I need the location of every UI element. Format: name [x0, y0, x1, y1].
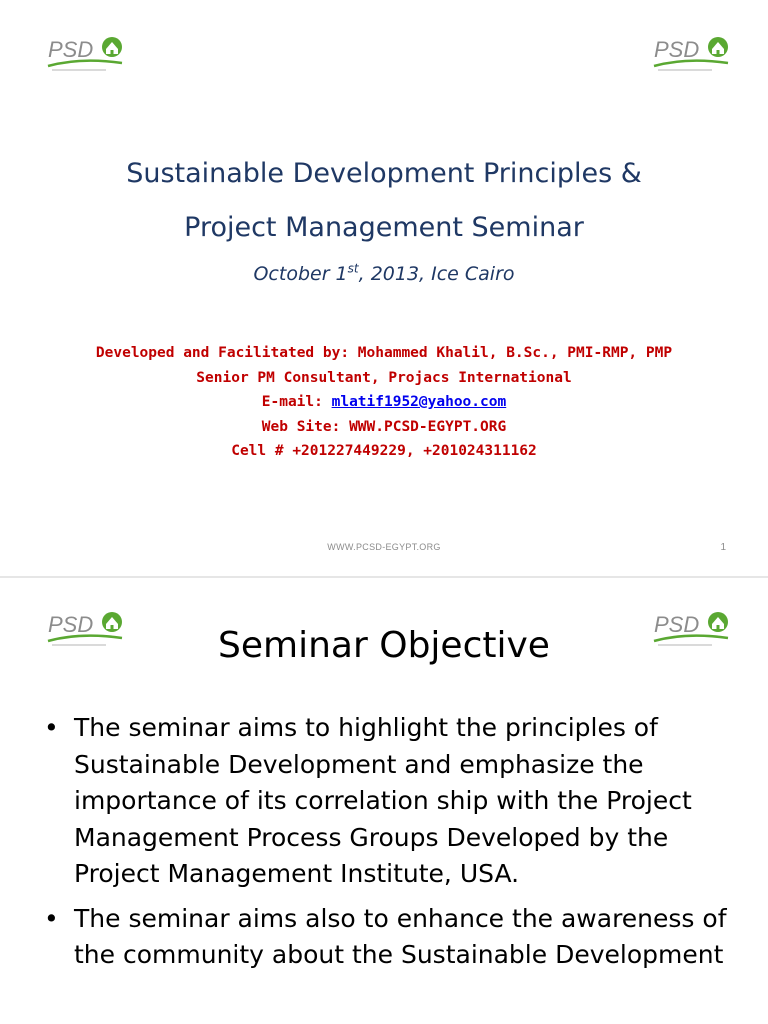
- bullet-text: The seminar aims to highlight the principles of Sustainable Development and emphasize the importance of its correlation ship with the Project Management Process Groups Developed by the Project Management Institute, USA.: [74, 713, 692, 888]
- svg-text:PSD: PSD: [654, 612, 700, 637]
- website-line: Web Site: WWW.PCSD-EGYPT.ORG: [261, 418, 507, 435]
- subtitle-place: , 2013, Ice Cairo: [358, 263, 515, 285]
- bullet-icon: •: [44, 713, 59, 742]
- email-line: [20, 390, 748, 415]
- list-item: [44, 901, 734, 974]
- developed-by-line: Developed and Facilitated by: Mohammed Khalil, B.Sc., PMI-RMP, PMP: [95, 345, 673, 361]
- slide-2-title: Seminar Objective: [218, 625, 550, 666]
- slide-2: [0, 578, 768, 1024]
- subtitle-ordinal: st: [347, 261, 359, 276]
- subtitle-date: October 1: [253, 263, 348, 285]
- role-line: Senior PM Consultant, Projacs International: [196, 369, 572, 386]
- slide-title-line-2: Project Management Seminar: [184, 212, 584, 243]
- svg-text:PSD: PSD: [48, 37, 94, 62]
- email-link[interactable]: mlatif1952@yahoo.com: [331, 394, 507, 410]
- house-leaf-icon: [46, 33, 126, 73]
- contact-block: [20, 341, 748, 464]
- pcsd-logo-left: [46, 33, 126, 73]
- list-item: [44, 710, 734, 893]
- svg-text:PSD: PSD: [48, 612, 94, 637]
- house-leaf-icon: [652, 33, 732, 73]
- bullet-text: The seminar aims also to enhance the awareness of the community about the Sustainable Development: [74, 903, 727, 969]
- cell-line: Cell # +201227449229, +201024311162: [231, 443, 537, 459]
- page-number: 1: [720, 542, 726, 553]
- svg-text:PSD: PSD: [654, 37, 700, 62]
- bullet-icon: •: [44, 903, 59, 933]
- slide-title-line-1: Sustainable Development Principles &: [126, 158, 642, 189]
- email-label: E-mail:: [261, 394, 332, 410]
- objective-list: [44, 710, 734, 982]
- slide-subtitle: [30, 258, 738, 290]
- footer-url: WWW.PCSD-EGYPT.ORG: [327, 542, 441, 552]
- pcsd-logo-right: [652, 33, 732, 73]
